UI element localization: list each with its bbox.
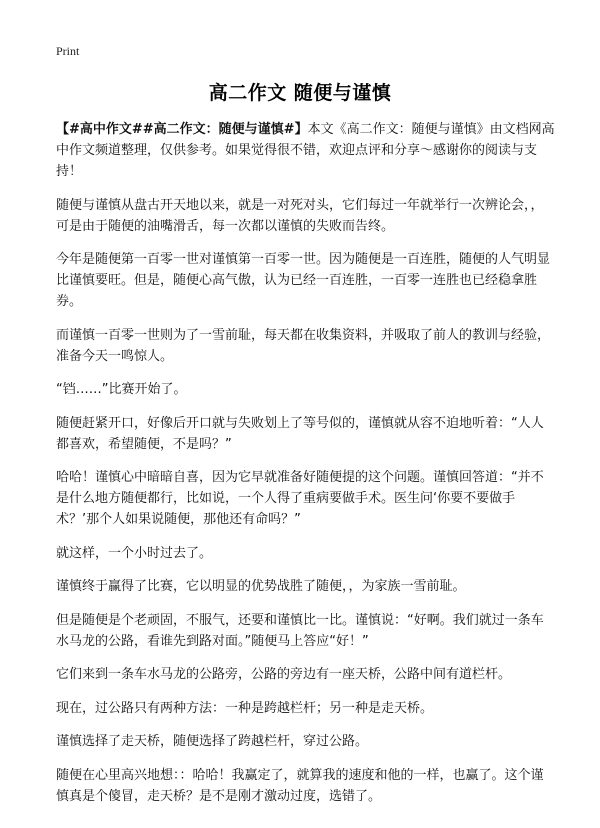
paragraph: “铛……”比赛开始了。 [56,382,187,397]
intro-text: 本文《高二作文：随便与谨慎》由文档网高中作文频道整理，仅供参考。如果觉得很不错，欢迎点评和分享～感谢你的阅读与支持！ [56,122,555,179]
paragraph: 随便与谨慎从盘古开天地以来，就是一对死对头，它们每过一年就举行一次辨论会，，可是由于随便的油嘴滑舌，每一次都以谨慎的失败而告终。 [56,197,544,234]
paragraph: 哈哈！谨慎心中暗暗自喜，因为它早就准备好随便提的这个问题。谨慎回答道：“并不是什么地方随便都行，比如说，一个人得了重病要做手术。医生问‘你要不要做手术？’那个人如果说随便，那他还有命吗？” [56,470,544,527]
intro-paragraph [56,119,556,182]
print-link[interactable]: Print [56,44,80,58]
paragraph: 谨慎终于赢得了比赛，它以明显的优势战胜了随便，，为家族一雪前耻。 [56,579,466,594]
paragraph: 今年是随便第一百零一世对谨慎第一百零一世。因为随便是一百连胜，随便的人气明显比谨慎要旺。但是，随便心高气傲，认为已经一百连胜，一百零一连胜也已经稳拿胜券。 [56,252,551,309]
paragraph: 它们来到一条车水马龙的公路旁，公路的旁边有一座天桥，公路中间有道栏杆。 [56,667,512,682]
paragraph: 但是随便是个老顽固，不服气，还要和谨慎比一比。谨慎说：“好啊。我们就过一条车水马龙的公路，看谁先到路对面。”随便马上答应“好！” [56,612,544,649]
article-title: 高二作文 随便与谨慎 [208,82,392,104]
paragraph: 就这样，一个小时过去了。 [56,545,213,561]
intro-tag: 【#高中作文##高二作文：随便与谨慎#】 [56,122,308,137]
article-body [56,119,556,819]
paragraph: 现在，过公路只有两种方法：一种是跨越栏杆；另一种是走天桥。 [56,700,434,716]
paragraph: 随便赶紧开口，好像后开口就与失败划上了等号似的，谨慎就从容不迫地听着：“人人都喜欢，希望随便，不是吗？” [56,415,544,452]
paragraph: 而谨慎一百零一世则为了一雪前耻，每天都在收集资料，并吸取了前人的教训与经验，准备今天一鸣惊人。 [56,327,551,364]
paragraph: 谨慎选择了走天桥，随便选择了跨越栏杆，穿过公路。 [56,734,369,749]
paragraph: 随便在心里高兴地想：：哈哈！我赢定了，就算我的速度和他的一样，也赢了。这个谨慎真是个傻冒，走天桥？是不是刚才激动过度，选错了。 [56,767,544,804]
